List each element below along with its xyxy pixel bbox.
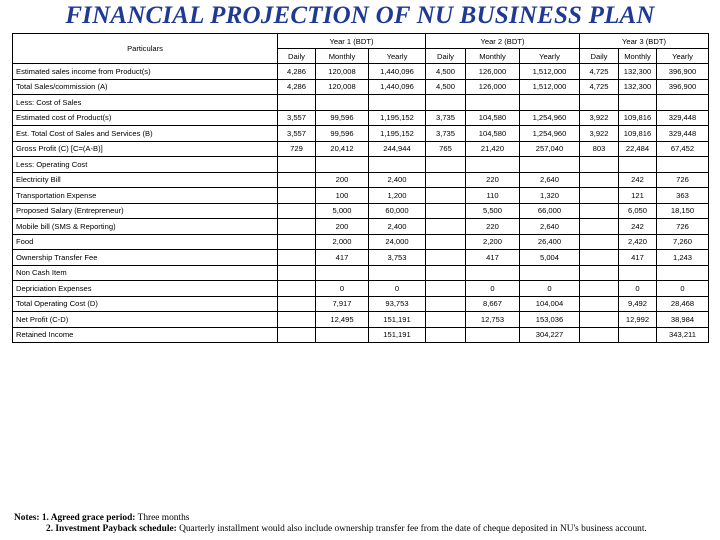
row-label: Est. Total Cost of Sales and Services (B)	[13, 126, 278, 142]
value-cell: 5,000	[316, 203, 369, 219]
value-cell	[426, 327, 466, 343]
value-cell: 2,400	[369, 219, 426, 235]
value-cell: 12,753	[466, 312, 520, 328]
value-cell: 66,000	[520, 203, 580, 219]
value-cell	[426, 296, 466, 312]
monthly-header: Monthly	[466, 49, 520, 64]
value-cell	[580, 219, 619, 235]
value-cell: 304,227	[520, 327, 580, 343]
value-cell	[580, 157, 619, 173]
value-cell: 329,448	[657, 126, 709, 142]
value-cell: 1,512,000	[520, 79, 580, 95]
value-cell	[580, 95, 619, 111]
value-cell: 151,191	[369, 312, 426, 328]
value-cell: 21,420	[466, 141, 520, 157]
value-cell: 99,596	[316, 110, 369, 126]
row-label: Ownership Transfer Fee	[13, 250, 278, 266]
row-label: Total Sales/commission (A)	[13, 79, 278, 95]
value-cell: 0	[369, 281, 426, 297]
value-cell: 0	[466, 281, 520, 297]
value-cell: 109,816	[619, 110, 657, 126]
value-cell	[619, 157, 657, 173]
value-cell: 3,922	[580, 110, 619, 126]
value-cell	[278, 172, 316, 188]
value-cell	[426, 157, 466, 173]
year-3-header: Year 3 (BDT)	[580, 34, 709, 49]
value-cell: 28,468	[657, 296, 709, 312]
value-cell: 5,004	[520, 250, 580, 266]
value-cell: 4,286	[278, 79, 316, 95]
table-row	[13, 312, 709, 328]
table-row	[13, 95, 709, 111]
note-2-label: 2. Investment Payback schedule:	[46, 524, 177, 534]
value-cell: 0	[520, 281, 580, 297]
value-cell: 22,484	[619, 141, 657, 157]
value-cell	[316, 327, 369, 343]
value-cell: 1,512,000	[520, 64, 580, 80]
value-cell: 3,753	[369, 250, 426, 266]
yearly-header: Yearly	[657, 49, 709, 64]
value-cell	[580, 188, 619, 204]
value-cell: 38,984	[657, 312, 709, 328]
value-cell: 3,735	[426, 126, 466, 142]
page-title: FINANCIAL PROJECTION OF NU BUSINESS PLAN	[65, 2, 655, 29]
value-cell: 417	[466, 250, 520, 266]
monthly-header: Monthly	[316, 49, 369, 64]
value-cell	[278, 265, 316, 281]
value-cell	[316, 265, 369, 281]
value-cell	[580, 234, 619, 250]
value-cell	[657, 157, 709, 173]
value-cell	[278, 203, 316, 219]
value-cell: 1,320	[520, 188, 580, 204]
table-row	[13, 141, 709, 157]
value-cell	[278, 157, 316, 173]
value-cell	[657, 265, 709, 281]
value-cell: 2,000	[316, 234, 369, 250]
value-cell: 121	[619, 188, 657, 204]
value-cell	[278, 250, 316, 266]
financial-table	[12, 33, 709, 343]
value-cell	[426, 95, 466, 111]
value-cell	[278, 296, 316, 312]
value-cell: 1,195,152	[369, 110, 426, 126]
table-row	[13, 203, 709, 219]
value-cell: 126,000	[466, 79, 520, 95]
value-cell: 93,753	[369, 296, 426, 312]
value-cell	[520, 157, 580, 173]
value-cell: 1,440,096	[369, 64, 426, 80]
particulars-header: Particulars	[13, 34, 278, 64]
value-cell: 9,492	[619, 296, 657, 312]
note-2	[14, 524, 714, 535]
value-cell	[278, 327, 316, 343]
row-label: Less: Cost of Sales	[13, 95, 278, 111]
value-cell: 132,300	[619, 79, 657, 95]
value-cell	[426, 219, 466, 235]
value-cell: 2,640	[520, 219, 580, 235]
value-cell	[426, 281, 466, 297]
value-cell: 200	[316, 219, 369, 235]
table-row	[13, 327, 709, 343]
value-cell: 60,000	[369, 203, 426, 219]
value-cell: 2,420	[619, 234, 657, 250]
value-cell: 1,195,152	[369, 126, 426, 142]
row-label: Non Cash Item	[13, 265, 278, 281]
note-1-label: Notes: 1. Agreed grace period:	[14, 513, 136, 523]
value-cell: 151,191	[369, 327, 426, 343]
value-cell: 7,260	[657, 234, 709, 250]
value-cell: 20,412	[316, 141, 369, 157]
value-cell	[580, 172, 619, 188]
value-cell	[580, 250, 619, 266]
value-cell: 200	[316, 172, 369, 188]
value-cell: 803	[580, 141, 619, 157]
value-cell: 18,150	[657, 203, 709, 219]
table-row	[13, 172, 709, 188]
table-row	[13, 296, 709, 312]
value-cell	[426, 265, 466, 281]
table-row	[13, 250, 709, 266]
row-label: Estimated sales income from Product(s)	[13, 64, 278, 80]
value-cell	[426, 172, 466, 188]
value-cell: 120,008	[316, 64, 369, 80]
value-cell: 7,917	[316, 296, 369, 312]
value-cell	[580, 327, 619, 343]
value-cell: 126,000	[466, 64, 520, 80]
value-cell: 220	[466, 219, 520, 235]
monthly-header: Monthly	[619, 49, 657, 64]
table-row	[13, 234, 709, 250]
value-cell: 99,596	[316, 126, 369, 142]
daily-header: Daily	[580, 49, 619, 64]
value-cell	[369, 265, 426, 281]
value-cell	[466, 157, 520, 173]
value-cell: 120,008	[316, 79, 369, 95]
value-cell	[466, 265, 520, 281]
value-cell: 67,452	[657, 141, 709, 157]
value-cell	[426, 312, 466, 328]
table-row	[13, 110, 709, 126]
value-cell	[278, 312, 316, 328]
table-row	[13, 188, 709, 204]
value-cell	[278, 234, 316, 250]
value-cell: 2,400	[369, 172, 426, 188]
value-cell: 220	[466, 172, 520, 188]
value-cell: 0	[657, 281, 709, 297]
row-label: Depriciation Expenses	[13, 281, 278, 297]
yearly-header: Yearly	[520, 49, 580, 64]
value-cell	[580, 312, 619, 328]
value-cell: 24,000	[369, 234, 426, 250]
value-cell: 343,211	[657, 327, 709, 343]
value-cell: 1,254,960	[520, 110, 580, 126]
value-cell: 726	[657, 172, 709, 188]
value-cell: 4,725	[580, 64, 619, 80]
value-cell: 104,580	[466, 110, 520, 126]
table-row	[13, 281, 709, 297]
row-label: Less: Operating Cost	[13, 157, 278, 173]
value-cell: 4,286	[278, 64, 316, 80]
value-cell: 5,500	[466, 203, 520, 219]
value-cell	[657, 95, 709, 111]
value-cell	[278, 95, 316, 111]
row-label: Gross Profit (C) [C=(A-B)]	[13, 141, 278, 157]
row-label: Electricity Bill	[13, 172, 278, 188]
value-cell: 417	[619, 250, 657, 266]
value-cell: 329,448	[657, 110, 709, 126]
value-cell: 12,992	[619, 312, 657, 328]
value-cell	[466, 327, 520, 343]
row-label: Estimated cost of Product(s)	[13, 110, 278, 126]
row-label: Mobile bill (SMS & Reporting)	[13, 219, 278, 235]
value-cell	[619, 265, 657, 281]
row-label: Net Profit (C-D)	[13, 312, 278, 328]
value-cell	[278, 281, 316, 297]
value-cell: 6,050	[619, 203, 657, 219]
table-row	[13, 79, 709, 95]
value-cell: 3,557	[278, 126, 316, 142]
note-2-text: Quarterly installment would also include ownership transfer fee from the date of cheque deposited in NU's business account.	[176, 524, 647, 534]
value-cell: 1,254,960	[520, 126, 580, 142]
value-cell: 257,040	[520, 141, 580, 157]
value-cell	[619, 95, 657, 111]
value-cell	[316, 157, 369, 173]
value-cell	[466, 95, 520, 111]
value-cell: 729	[278, 141, 316, 157]
row-label: Proposed Salary (Entrepreneur)	[13, 203, 278, 219]
value-cell: 1,243	[657, 250, 709, 266]
value-cell: 1,440,096	[369, 79, 426, 95]
value-cell: 4,725	[580, 79, 619, 95]
value-cell: 244,944	[369, 141, 426, 157]
daily-header: Daily	[426, 49, 466, 64]
table-row	[13, 126, 709, 142]
note-1	[14, 513, 714, 524]
value-cell: 3,557	[278, 110, 316, 126]
value-cell: 110	[466, 188, 520, 204]
value-cell	[580, 296, 619, 312]
value-cell: 3,922	[580, 126, 619, 142]
value-cell: 12,495	[316, 312, 369, 328]
value-cell: 0	[316, 281, 369, 297]
value-cell	[580, 265, 619, 281]
value-cell: 765	[426, 141, 466, 157]
value-cell	[580, 281, 619, 297]
value-cell	[619, 327, 657, 343]
value-cell: 26,400	[520, 234, 580, 250]
value-cell: 396,900	[657, 79, 709, 95]
row-label: Transportation Expense	[13, 188, 278, 204]
value-cell	[278, 188, 316, 204]
value-cell	[580, 203, 619, 219]
value-cell: 132,300	[619, 64, 657, 80]
table-row	[13, 157, 709, 173]
row-label: Retained Income	[13, 327, 278, 343]
value-cell	[426, 188, 466, 204]
value-cell	[520, 95, 580, 111]
table-row	[13, 64, 709, 80]
table-body	[13, 64, 709, 343]
value-cell: 2,200	[466, 234, 520, 250]
table-row	[13, 265, 709, 281]
value-cell	[369, 95, 426, 111]
value-cell	[278, 219, 316, 235]
value-cell: 417	[316, 250, 369, 266]
value-cell	[426, 250, 466, 266]
value-cell: 3,735	[426, 110, 466, 126]
value-cell: 0	[619, 281, 657, 297]
value-cell: 100	[316, 188, 369, 204]
value-cell: 4,500	[426, 64, 466, 80]
row-label: Total Operating Cost (D)	[13, 296, 278, 312]
value-cell	[426, 203, 466, 219]
value-cell: 4,500	[426, 79, 466, 95]
value-cell: 726	[657, 219, 709, 235]
row-label: Food	[13, 234, 278, 250]
value-cell	[369, 157, 426, 173]
value-cell: 8,667	[466, 296, 520, 312]
value-cell: 104,580	[466, 126, 520, 142]
value-cell: 2,640	[520, 172, 580, 188]
note-1-text: Three months	[135, 513, 190, 523]
daily-header: Daily	[278, 49, 316, 64]
notes-section	[14, 513, 714, 535]
value-cell: 104,004	[520, 296, 580, 312]
value-cell	[316, 95, 369, 111]
year-1-header: Year 1 (BDT)	[278, 34, 426, 49]
year-2-header: Year 2 (BDT)	[426, 34, 580, 49]
value-cell: 242	[619, 219, 657, 235]
yearly-header: Yearly	[369, 49, 426, 64]
value-cell: 109,816	[619, 126, 657, 142]
value-cell: 242	[619, 172, 657, 188]
value-cell: 363	[657, 188, 709, 204]
value-cell: 396,900	[657, 64, 709, 80]
table-row	[13, 219, 709, 235]
value-cell: 153,036	[520, 312, 580, 328]
header-row-years	[13, 34, 709, 49]
value-cell	[426, 234, 466, 250]
value-cell	[520, 265, 580, 281]
value-cell: 1,200	[369, 188, 426, 204]
